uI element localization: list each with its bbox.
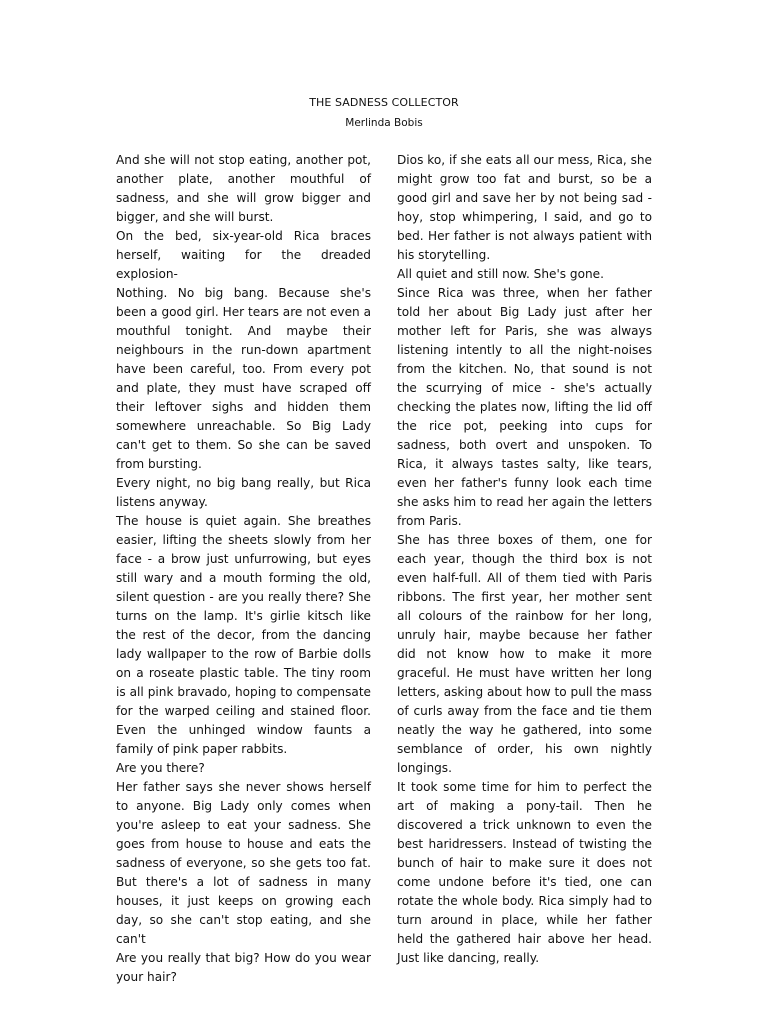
paragraph: All quiet and still now. She's gone.	[397, 267, 604, 281]
paragraph: It took some time for him to perfect the art of making a pony-tail. Then he discovered a trick unknown to even the best haridressers. Instead of twisting the bunch of hair to make sure it does not come undone before it's tied, one can rotate the whole body. Rica simply had to turn around in place, while her father held the gathered hair above her head. Just like dancing, really.	[397, 780, 652, 965]
paragraph: Since Rica was three, when her father told her about Big Lady just after her mother left for Paris, she was always listening intently to all the night-noises from the kitchen. No, that sound is not the scurrying of mice - she's actually checking the plates now, lifting the lid off the rice pot, peeking into cups for sadness, both overt and unspoken. To Rica, it always tastes salty, like tears, even her father's funny look each time she asks him to read her again the letters from Paris.	[397, 286, 652, 528]
paragraph: Are you really that big? How do you wear your hair?	[116, 951, 371, 984]
paragraph: Dios ko, if she eats all our mess, Rica, she might grow too fat and burst, so be a good girl and save her by not being sad - hoy, stop whimpering, I said, and go to bed. Her father is not always patient with his storytelling.	[397, 153, 652, 262]
paragraph: Every night, no big bang really, but Rica listens anyway.	[116, 476, 371, 509]
left-column	[116, 151, 371, 987]
paragraph: On the bed, six-year-old Rica braces herself, waiting for the dreaded explosion-	[116, 229, 371, 281]
paragraph: And she will not stop eating, another pot, another plate, another mouthful of sadness, and she will grow bigger and bigger, and she will burst.	[116, 153, 371, 224]
paragraph: She has three boxes of them, one for each year, though the third box is not even half-full. All of them tied with Paris ribbons. The first year, her mother sent all colours of the rainbow for her long, unruly hair, maybe because her father did not know how to make it more graceful. He must have written her long letters, asking about how to pull the mass of curls away from the face and tie them neatly the way he gathered, into some semblance of order, his own nightly longings.	[397, 533, 652, 775]
page-title: THE SADNESS COLLECTOR	[309, 96, 459, 109]
paragraph: Nothing. No big bang. Because she's been a good girl. Her tears are not even a mouthful tonight. And maybe their neighbours in the run-down apartment have been careful, too. From every pot and plate, they must have scraped off their leftover sighs and hidden them somewhere unreachable. So Big Lady can't get to them. So she can be saved from bursting.	[116, 286, 371, 471]
paragraph: Are you there?	[116, 761, 205, 775]
right-column	[397, 151, 652, 968]
paragraph: The house is quiet again. She breathes easier, lifting the sheets slowly from her face - a brow just unfurrowing, but eyes still wary and a mouth forming the old, silent question - are you really there? She turns on the lamp. It's girlie kitsch like the rest of the decor, from the dancing lady wallpaper to the row of Barbie dolls on a roseate plastic table. The tiny room is all pink bravado, hoping to compensate for the warped ceiling and stained floor. Even the unhinged window faunts a family of pink paper rabbits.	[116, 514, 371, 756]
paragraph: Her father says she never shows herself to anyone. Big Lady only comes when you're asleep to eat your sadness. She goes from house to house and eats the sadness of everyone, so she gets too fat. But there's a lot of sadness in many houses, it just keeps on growing each day, so she can't stop eating, and she can't	[116, 780, 371, 946]
author-name: Merlinda Bobis	[345, 117, 423, 129]
